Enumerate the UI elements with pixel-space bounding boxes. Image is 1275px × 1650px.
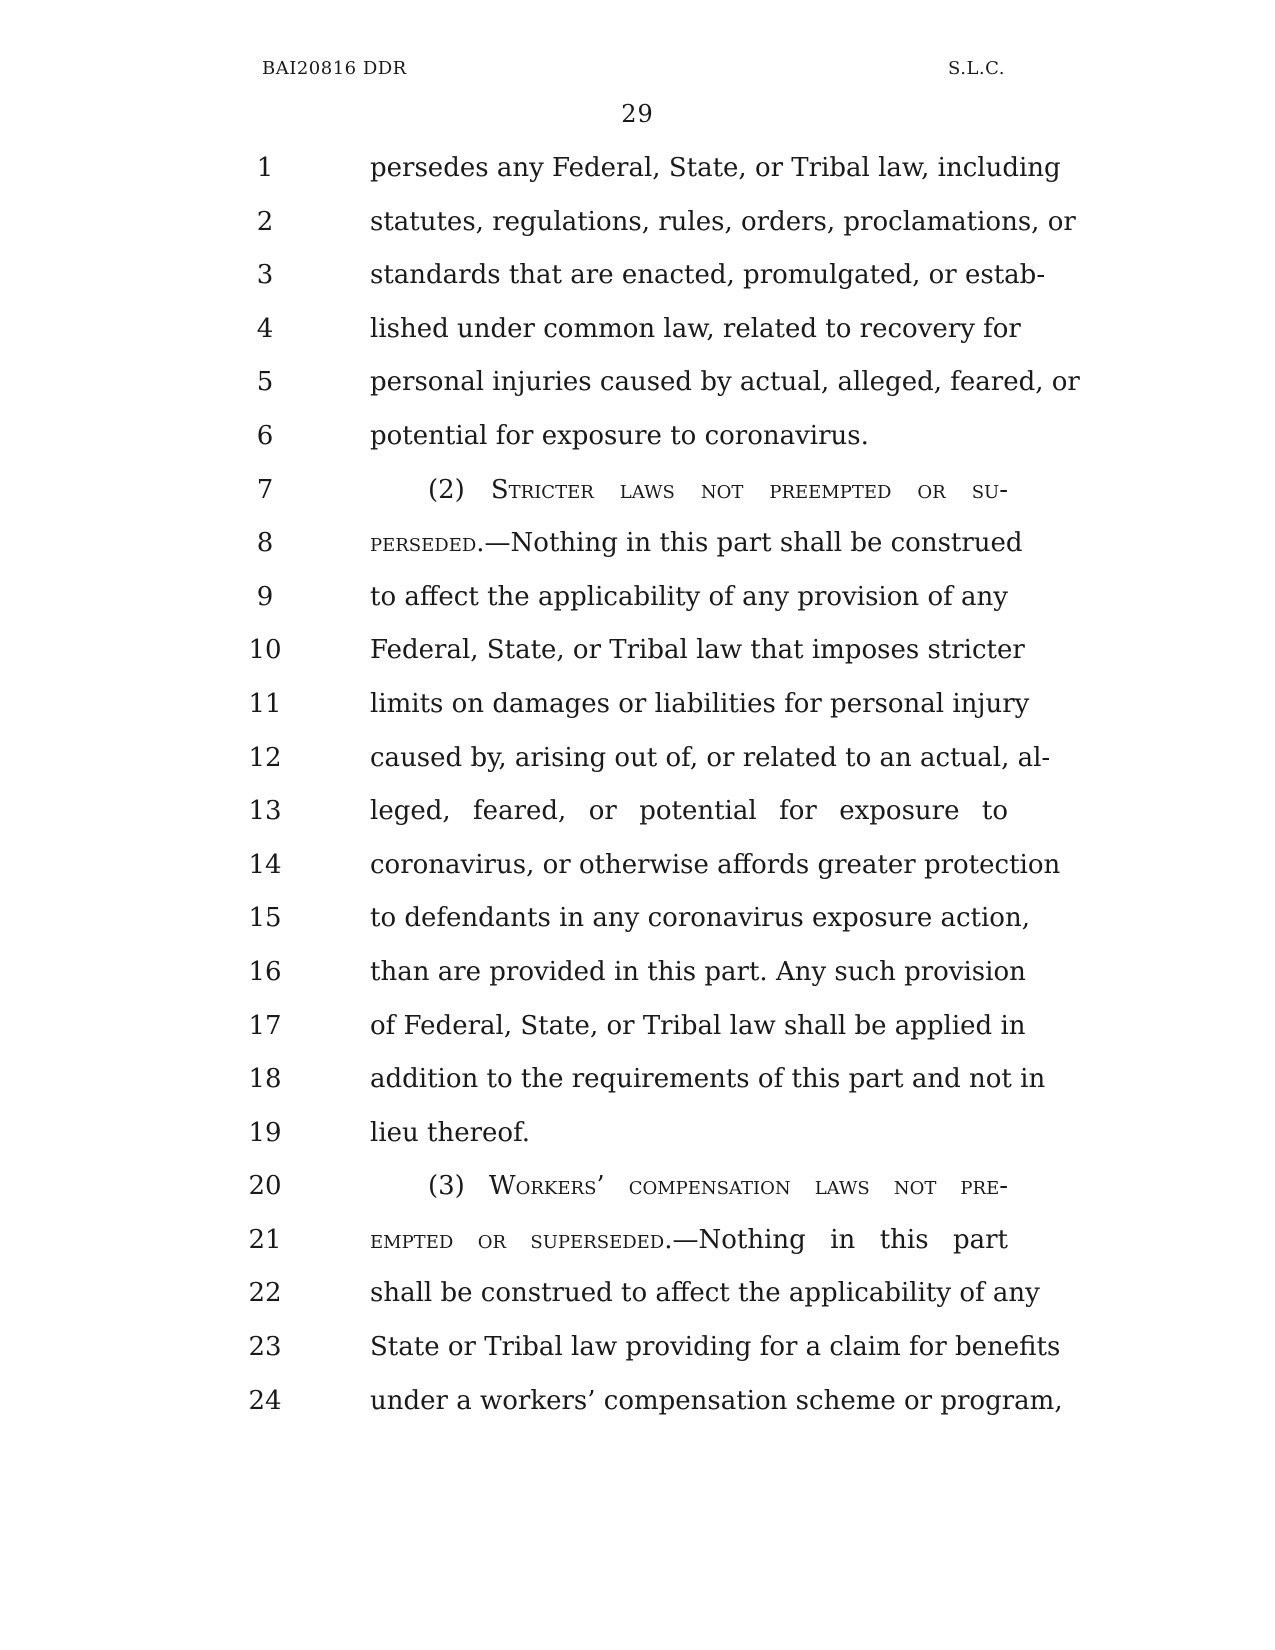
line-number: 15 xyxy=(248,903,282,934)
line-number: 5 xyxy=(256,367,274,398)
line-text: statutes, regulations, rules, orders, proclamations, or xyxy=(370,206,1076,237)
line-text: addition to the requirements of this part and not in xyxy=(370,1064,1046,1095)
document-line xyxy=(0,196,1275,250)
line-text: personal injuries caused by actual, alleged, feared, or xyxy=(370,367,1080,398)
document-line xyxy=(0,1053,1275,1107)
body-text: —Nothing in this part shall be construed xyxy=(484,528,1023,559)
document-line xyxy=(0,1160,1275,1214)
line-number: 17 xyxy=(248,1010,282,1041)
line-number: 2 xyxy=(256,206,274,237)
document-line xyxy=(0,785,1275,839)
section-heading: Stricter laws not preempted or su- xyxy=(490,474,1008,505)
document-line xyxy=(0,1321,1275,1375)
line-text: lished under common law, related to recovery for xyxy=(370,313,1021,344)
document-line xyxy=(0,356,1275,410)
line-number: 7 xyxy=(256,474,274,505)
document-line xyxy=(0,303,1275,357)
document-line xyxy=(0,1375,1275,1429)
line-number: 16 xyxy=(248,956,282,987)
line-number: 13 xyxy=(248,796,282,827)
document-body xyxy=(0,142,1275,1428)
document-line xyxy=(0,839,1275,893)
document-line xyxy=(0,892,1275,946)
line-text xyxy=(370,1160,1008,1214)
line-number: 22 xyxy=(248,1278,282,1309)
document-line xyxy=(0,571,1275,625)
line-text xyxy=(370,1214,1008,1268)
line-text: lieu thereof. xyxy=(370,1117,531,1148)
document-line xyxy=(0,517,1275,571)
section-heading: perseded. xyxy=(370,528,485,559)
paragraph-number: (3) xyxy=(428,1171,489,1202)
page-number: 29 xyxy=(621,100,654,128)
line-text: coronavirus, or otherwise affords greater protection xyxy=(370,849,1061,880)
line-number: 19 xyxy=(248,1117,282,1148)
document-line xyxy=(0,410,1275,464)
document-line xyxy=(0,1000,1275,1054)
line-number: 14 xyxy=(248,849,282,880)
line-text: standards that are enacted, promulgated, or estab- xyxy=(370,260,1046,291)
line-text: shall be construed to affect the applicability of any xyxy=(370,1278,1040,1309)
line-text: leged, feared, or potential for exposure to xyxy=(370,796,1008,827)
line-number: 12 xyxy=(248,742,282,773)
line-text: to defendants in any coronavirus exposure action, xyxy=(370,903,1030,934)
section-heading: empted or superseded. xyxy=(370,1224,673,1255)
line-text: potential for exposure to coronavirus. xyxy=(370,420,869,451)
line-text: under a workers’ compensation scheme or program, xyxy=(370,1385,1063,1416)
line-number: 1 xyxy=(256,153,274,183)
body-text: —Nothing in this part xyxy=(672,1224,1009,1255)
document-line xyxy=(0,1107,1275,1161)
line-text xyxy=(370,464,1008,518)
document-line xyxy=(0,732,1275,786)
line-text: caused by, arising out of, or related to an actual, al- xyxy=(370,742,1051,773)
line-text: limits on damages or liabilities for personal injury xyxy=(370,688,1030,719)
document-line xyxy=(0,678,1275,732)
document-line xyxy=(0,946,1275,1000)
line-number: 10 xyxy=(248,635,282,666)
line-number: 24 xyxy=(248,1385,282,1416)
document-id: BAI20816 DDR xyxy=(262,58,407,79)
document-line xyxy=(0,1267,1275,1321)
document-line xyxy=(0,249,1275,303)
line-number: 21 xyxy=(248,1224,282,1255)
line-text: Federal, State, or Tribal law that imposes stricter xyxy=(370,635,1025,666)
line-number: 8 xyxy=(256,528,274,559)
document-line xyxy=(0,624,1275,678)
document-line xyxy=(0,464,1275,518)
paragraph-number: (2) xyxy=(428,474,491,505)
line-number: 11 xyxy=(248,688,282,719)
section-heading: Workers’ compensation laws not pre- xyxy=(488,1171,1008,1202)
line-number: 20 xyxy=(248,1171,282,1202)
line-number: 9 xyxy=(256,581,274,612)
line-text: than are provided in this part. Any such provision xyxy=(370,956,1026,987)
line-text: State or Tribal law providing for a claim for benefits xyxy=(370,1332,1061,1363)
line-text: of Federal, State, or Tribal law shall be applied in xyxy=(370,1010,1026,1041)
document-code: S.L.C. xyxy=(948,58,1005,79)
line-number: 3 xyxy=(256,260,274,291)
line-number: 4 xyxy=(256,313,274,344)
document-line xyxy=(0,1214,1275,1268)
document-line xyxy=(0,142,1275,196)
line-number: 23 xyxy=(248,1332,282,1363)
line-number: 18 xyxy=(248,1064,282,1095)
line-text: to affect the applicability of any provision of any xyxy=(370,581,1008,612)
line-number: 6 xyxy=(256,420,274,451)
line-text xyxy=(370,517,1023,571)
line-text: persedes any Federal, State, or Tribal law, including xyxy=(370,153,1061,183)
